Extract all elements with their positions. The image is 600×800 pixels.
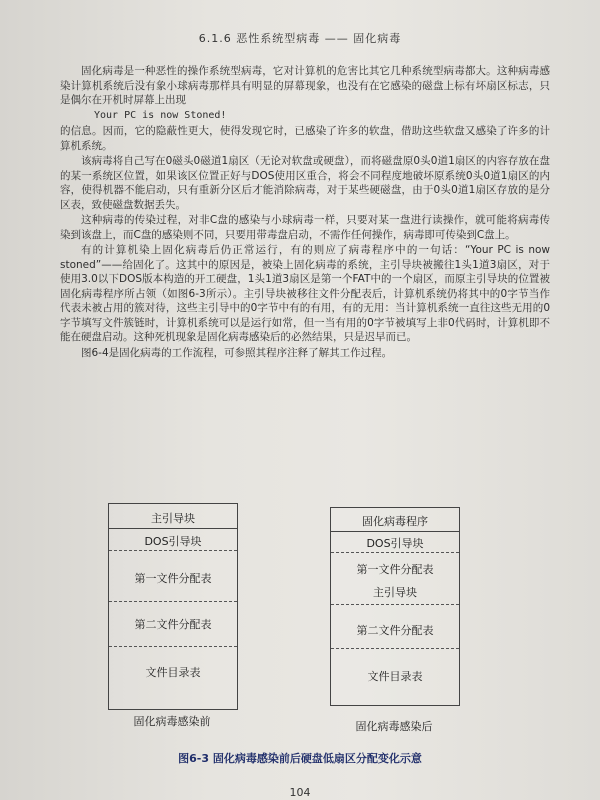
diagram-row: 第二文件分配表	[134, 618, 212, 631]
paragraph: 这种病毒的传染过程，对非C盘的感染与小球病毒一样，只要对某一盘进行读操作，就可能将病毒传染到该盘上，而C盘的感染则不同，只要用带毒盘启动，不需作任何操作，病毒即可传染到C盘上。	[60, 214, 550, 241]
paragraph: 该病毒将自己写在0磁头0磁道1扇区（无论对软盘或硬盘），而将磁盘原0头0道1扇区的内容存放在盘的某一系统区位置，如果该区位置正好与DOS使用区重合，将会不同程度地破坏原系统0头0道1扇区的内容，使得机器不能启动，只有重新分区后才能消除病毒，对于某些硬磁盘，由于0头0道1扇区存放的是分区表，致使磁盘数据丢失。	[60, 155, 550, 211]
diagram-before-caption: 固化病毒感染前	[133, 715, 211, 728]
diagram-row: DOS引导块	[144, 535, 202, 548]
body-text	[60, 64, 550, 361]
section-heading: 6.1.6 恶性系统型病毒 —— 固化病毒	[198, 32, 402, 45]
page-number: 104	[289, 786, 311, 799]
diagram-row: 固化病毒程序	[362, 515, 428, 528]
diagram-row: 第一文件分配表	[134, 572, 212, 585]
diagram-after-caption: 固化病毒感染后	[355, 720, 433, 733]
diagram-row: DOS引导块	[366, 537, 424, 550]
diagram-row: 主引导块	[151, 512, 195, 525]
diagram-row: 第二文件分配表	[356, 624, 434, 637]
paragraph: 的信息。因而，它的隐蔽性更大，使得发现它时，已感染了许多的软盘，借助这些软盘又感染了许多的计算机系统。	[60, 125, 550, 152]
paragraph: 固化病毒是一种恶性的操作系统型病毒，它对计算机的危害比其它几种系统型病毒都大。这种病毒感染计算机系统后没有象小球病毒那样具有明显的屏幕现象，也没有在它感染的磁盘上标有坏扇区标志，只是偶尔在开机时屏幕上出现	[60, 65, 550, 106]
paragraph: 图6-4是固化病毒的工作流程，可参照其程序注释了解其工作过程。	[81, 346, 393, 359]
diagram-row: 主引导块	[373, 586, 417, 599]
diagram-row: 文件目录表	[367, 670, 423, 683]
stoned-message: Your PC is now Stoned!	[94, 109, 227, 121]
diagram-before-infection	[108, 503, 238, 710]
paragraph: 有的计算机染上固化病毒后仍正常运行，有的则应了病毒程序中的一句话：“Your PC is now stoned”——给固化了。这其中的原因是，被染上固化病毒的系统，主引导块被搬往1头1道3扇区，对于使用3.0以下DOS版本构造的开工硬盘，1头1道3扇区是第一个FAT中的一个扇区，而原主引导块的位置被固化病毒程序所占领（如图6-3所示）。主引导块被移往文件分配表后，计算机系统仍将其中的0字节当作代表未被占用的簇对待，这些主引导中的0字节中有的有用，有的无用：当计算机系统一直往这些无用的0字节填写文件簇链时，计算机系统可以是运行如常，但一当有用的0字节被填写上非0代码时，计算机即不能在硬盘启动。这种死机现象是固化病毒感染后的必然结果，只是迟早而已。	[60, 244, 550, 343]
diagram-after-infection	[330, 507, 460, 706]
figure-caption: 图6-3 固化病毒感染前后硬盘低扇区分配变化示意	[178, 752, 422, 765]
diagram-row: 文件目录表	[145, 666, 201, 679]
diagram-row: 第一文件分配表	[356, 563, 434, 576]
